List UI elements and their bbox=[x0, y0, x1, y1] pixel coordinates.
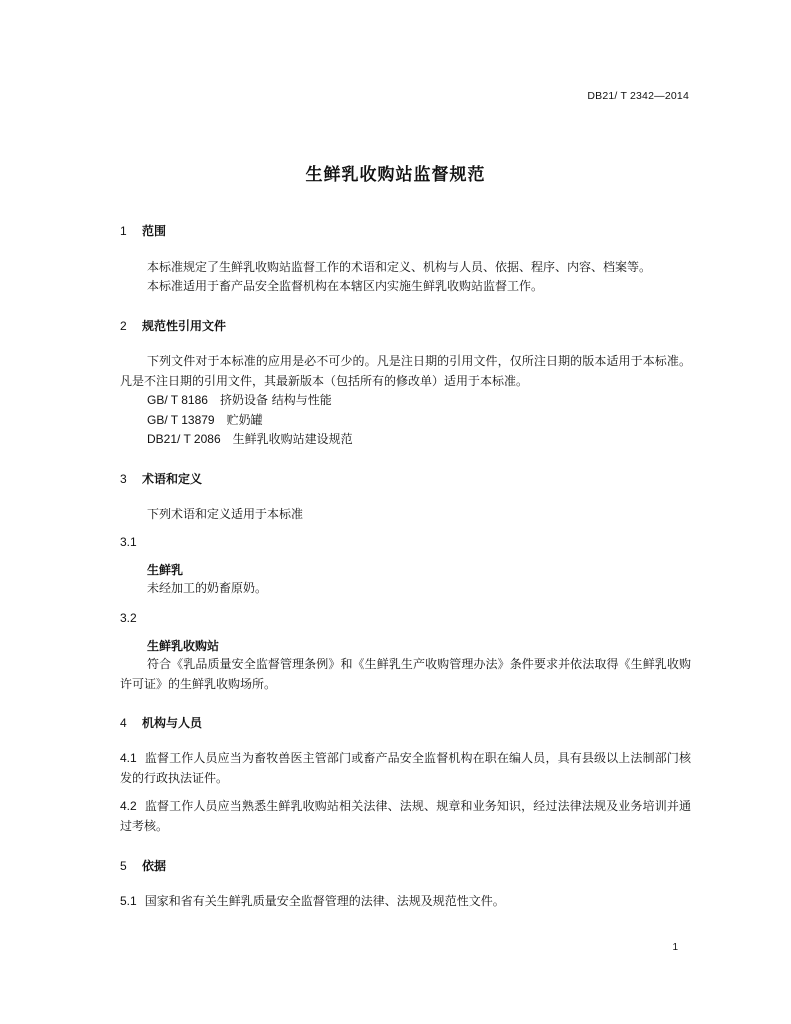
clause-number: 4.1 bbox=[120, 751, 137, 765]
clause-4-1 bbox=[120, 748, 691, 788]
term-number: 3.2 bbox=[120, 611, 137, 625]
reference-item bbox=[147, 411, 263, 428]
clause-4-2 bbox=[120, 796, 691, 836]
section-number: 1 bbox=[120, 224, 127, 238]
reference-item bbox=[147, 430, 353, 447]
clause-number: 4.2 bbox=[120, 799, 137, 813]
scope-paragraph-1: 本标准规定了生鲜乳收购站监督工作的术语和定义、机构与人员、依据、程序、内容、档案等。 bbox=[147, 260, 652, 274]
term-definition: 符合《乳品质量安全监督管理条例》和《生鲜乳生产收购管理办法》条件要求并依法取得《生鲜乳收购许可证》的生鲜乳收购场所。 bbox=[120, 657, 691, 691]
term-definition: 未经加工的奶畜原奶。 bbox=[147, 581, 268, 595]
section-title: 规范性引用文件 bbox=[142, 319, 227, 333]
reference-code: GB/ T 13879 bbox=[147, 413, 215, 427]
section-3-heading bbox=[120, 470, 202, 487]
reference-item bbox=[147, 391, 332, 408]
section-title: 范围 bbox=[142, 224, 167, 238]
terms-intro: 下列术语和定义适用于本标准 bbox=[147, 507, 304, 521]
term-number: 3.1 bbox=[120, 535, 137, 549]
clause-5-1 bbox=[120, 891, 691, 911]
section-5-heading bbox=[120, 857, 166, 874]
reference-title: 挤奶设备 结构与性能 bbox=[219, 393, 332, 407]
clause-number: 5.1 bbox=[120, 894, 137, 908]
reference-code: GB/ T 8186 bbox=[147, 393, 208, 407]
section-title: 依据 bbox=[142, 859, 167, 873]
section-4-heading bbox=[120, 714, 202, 731]
section-title: 机构与人员 bbox=[142, 716, 203, 730]
clause-text: 国家和省有关生鲜乳质量安全监督管理的法律、法规及规范性文件。 bbox=[144, 894, 505, 908]
term-name: 生鲜乳 bbox=[147, 563, 184, 577]
reference-code: DB21/ T 2086 bbox=[147, 432, 221, 446]
section-number: 5 bbox=[120, 859, 127, 873]
term-name: 生鲜乳收购站 bbox=[147, 639, 220, 653]
reference-title: 生鲜乳收购站建设规范 bbox=[232, 432, 353, 446]
section-2-heading bbox=[120, 317, 226, 334]
reference-title: 贮奶罐 bbox=[226, 413, 263, 427]
section-1-heading bbox=[120, 222, 166, 239]
standard-code: DB21/ T 2342—2014 bbox=[587, 90, 689, 102]
document-title: 生鲜乳收购站监督规范 bbox=[305, 165, 486, 185]
clause-text: 监督工作人员应当熟悉生鲜乳收购站相关法律、法规、规章和业务知识，经过法律法规及业务培训并通过考核。 bbox=[120, 799, 691, 833]
section-number: 3 bbox=[120, 472, 127, 486]
section-number: 2 bbox=[120, 319, 127, 333]
section-number: 4 bbox=[120, 716, 127, 730]
normative-references-intro: 下列文件对于本标准的应用是必不可少的。凡是注日期的引用文件，仅所注日期的版本适用于本标准。凡是不注日期的引用文件，其最新版本（包括所有的修改单）适用于本标准。 bbox=[120, 354, 691, 388]
section-title: 术语和定义 bbox=[142, 472, 203, 486]
scope-paragraph-2: 本标准适用于畜产品安全监督机构在本辖区内实施生鲜乳收购站监督工作。 bbox=[147, 279, 544, 293]
clause-text: 监督工作人员应当为畜牧兽医主管部门或畜产品安全监督机构在职在编人员，具有县级以上法制部门核发的行政执法证件。 bbox=[120, 751, 691, 785]
page-number: 1 bbox=[672, 942, 678, 953]
